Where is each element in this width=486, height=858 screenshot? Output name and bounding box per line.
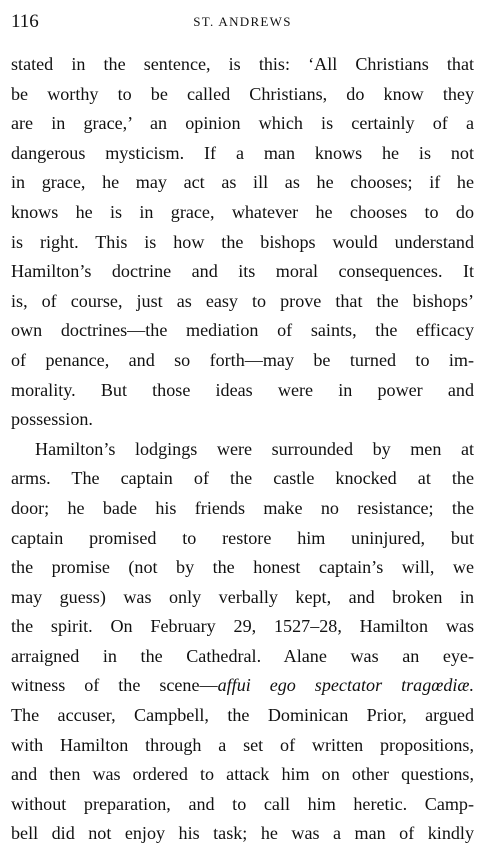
text-line: and then was ordered to attack him on other questions, — [11, 764, 474, 785]
text-line: the promise (not by the honest captain’s will, we — [11, 557, 474, 578]
text-line: is, of course, just as easy to prove that the bishops’ — [11, 290, 474, 311]
text-line: arraigned in the Cathedral. Alane was an eye- — [11, 645, 474, 666]
running-head — [11, 10, 474, 34]
text-line: be worthy to be called Christians, do know they — [11, 83, 474, 104]
text-line: own doctrines—the mediation of saints, the efficacy — [11, 320, 474, 341]
text-line: without preparation, and to call him heretic. Camp- — [11, 793, 474, 814]
text-line: of penance, and so forth—may be turned to im- — [11, 349, 474, 370]
text-line: are in grace,’ an opinion which is certainly of a — [11, 113, 474, 134]
paragraph-end-line: possession. — [11, 409, 93, 430]
text-line: door; he bade his friends make no resistance; the — [11, 497, 474, 518]
text-line: in grace, he may act as ill as he chooses; if he — [11, 172, 474, 193]
body-text — [11, 50, 474, 849]
running-head-title: ST. ANDREWS — [193, 14, 292, 29]
latin-quotation: affui ego spectator tragœdiæ. — [217, 675, 474, 696]
text-line: knows he is in grace, whatever he chooses to do — [11, 201, 474, 222]
text-line: may guess) was only verbally kept, and broken in — [11, 586, 474, 607]
text-line: Hamilton’s doctrine and its moral consequences. It — [11, 261, 474, 282]
text-line: the spirit. On February 29, 1527–28, Hamilton was — [11, 616, 474, 637]
text-line: arms. The captain of the castle knocked at the — [11, 468, 474, 489]
text-line: The accuser, Campbell, the Dominican Prior, argued — [11, 705, 474, 726]
text-line: bell did not enjoy his task; he was a man of kindly — [11, 823, 474, 844]
text-line: stated in the sentence, is this: ‘All Christians that — [11, 54, 474, 74]
text-segment: witness of the scene— — [11, 675, 218, 696]
text-line: with Hamilton through a set of written propositions, — [11, 734, 474, 755]
paragraph-start-line: Hamilton’s lodgings were surrounded by men at — [35, 438, 474, 459]
text-line: dangerous mysticism. If a man knows he is not — [11, 142, 474, 163]
text-line: is right. This is how the bishops would understand — [11, 231, 474, 252]
text-line-with-latin — [11, 671, 474, 701]
text-line: captain promised to restore him uninjured, but — [11, 527, 474, 548]
page-number: 116 — [11, 11, 39, 32]
text-line: morality. But those ideas were in power and — [11, 379, 474, 400]
